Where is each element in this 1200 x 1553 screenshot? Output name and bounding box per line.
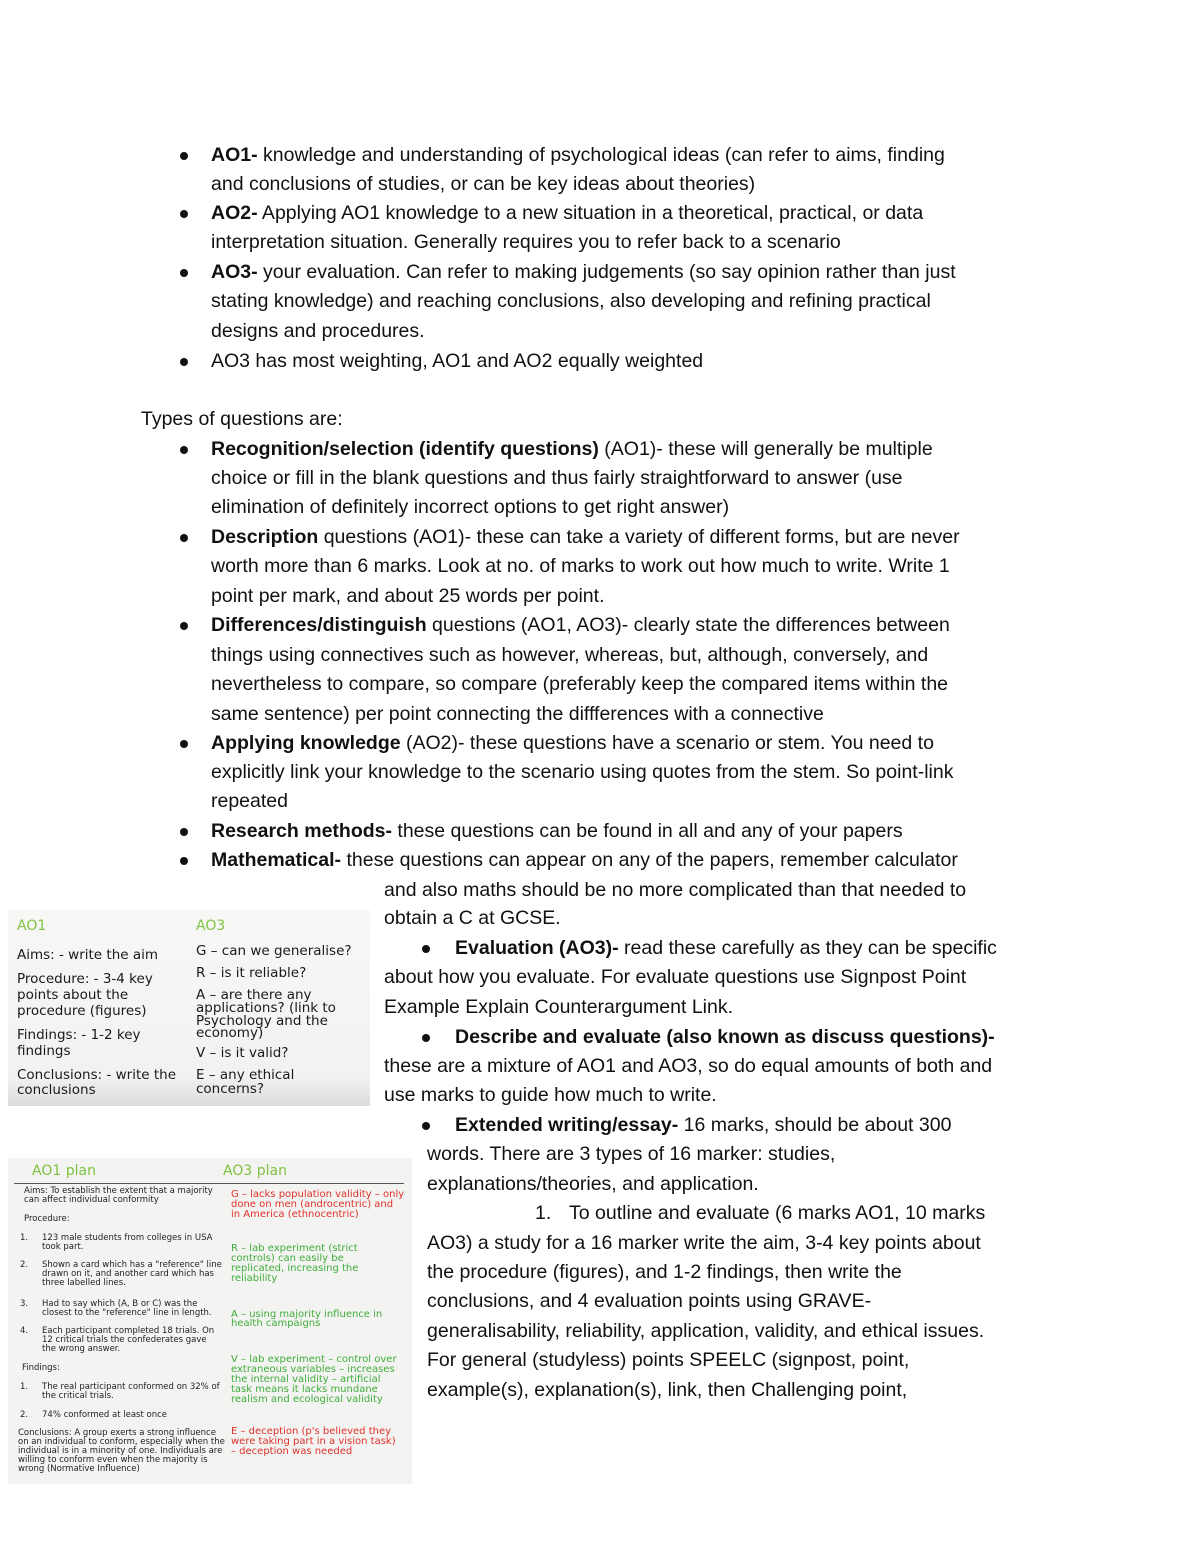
ao1-heading: AO1 [17, 918, 47, 934]
types-heading: Types of questions are: [141, 408, 343, 430]
evaluation-line-1: Evaluation (AO3)- read these carefully as they can be specific [455, 937, 997, 959]
ao1-conclusions-1: Conclusions: - write the [17, 1067, 176, 1083]
bullet-icon [180, 210, 188, 218]
evaluation-line-3: Example Explain Counterargument Link. [384, 996, 734, 1018]
mathematical-line-3: obtain a C at GCSE. [384, 907, 561, 929]
ao3-a-3: Psychology and the [196, 1013, 328, 1029]
bullet-icon [180, 740, 188, 748]
plan-proc-1a: 123 male students from colleges in USA [42, 1233, 213, 1243]
differences-line-1: Differences/distinguish questions (AO1, AO3)- clearly state the differences between [211, 614, 950, 636]
bullet-icon [180, 446, 188, 454]
description-line-1: Description questions (AO1)- these can take a variety of different forms, but are never [211, 526, 960, 548]
extended-line-3: explanations/theories, and application. [427, 1173, 759, 1195]
extended-line-1: Extended writing/essay- 16 marks, should be about 300 [455, 1114, 952, 1136]
description-line-3: point per mark, and about 25 words per point. [211, 585, 605, 607]
ao3-e-2: concerns? [196, 1081, 265, 1097]
ao3-g: G – can we generalise? [196, 943, 352, 959]
ao1-findings-2: findings [17, 1043, 71, 1059]
plan-find-1a: The real participant conformed on 32% of [42, 1382, 220, 1392]
numbered-item-line-5: generalisability, reliability, application, validity, and ethical issues. [427, 1320, 985, 1342]
plan-aims-2: can affect individual conformity [24, 1195, 159, 1205]
ao3-a-1: A – are there any [196, 987, 312, 1003]
recognition-line-2: choice or fill in the blank questions and thus fairly straightforward to answer (use [211, 467, 903, 489]
applying-line-3: repeated [211, 790, 288, 812]
differences-line-4: same sentence) per point connecting the diffferences with a connective [211, 703, 824, 725]
ao3-plan-heading: AO3 plan [223, 1163, 287, 1179]
plan-e-2: were taking part in a vision task) [231, 1436, 396, 1447]
ao1-findings-1: Findings: - 1-2 key [17, 1027, 141, 1043]
weighting-bullet-line: AO3 has most weighting, AO1 and AO2 equally weighted [211, 350, 704, 372]
mathematical-line-2: and also maths should be no more complicated than that needed to [384, 879, 967, 901]
plan-conclusions-2: on an individual to conform, especially when the [18, 1437, 225, 1447]
plan-conclusions-5: wrong (Normative Influence) [18, 1464, 140, 1474]
plan-proc-3b: closest to the "reference" line in length. [42, 1308, 212, 1318]
plan-v-3: the internal validity – artificial [231, 1374, 381, 1385]
ao3-bullet-line-1: AO3- your evaluation. Can refer to making judgements (so say opinion rather than just [211, 261, 956, 283]
ao1-procedure-3: procedure (figures) [17, 1003, 147, 1019]
ao1-bullet-line-1: AO1- knowledge and understanding of psychological ideas (can refer to aims, finding [211, 144, 945, 166]
numbered-item-line-2: AO3) a study for a 16 marker write the aim, 3-4 key points about [427, 1232, 981, 1254]
plan-aims-1: Aims: To establish the extent that a majority [24, 1186, 213, 1196]
ao1-conclusions-2: conclusions [17, 1082, 96, 1098]
plan-g-3: in America (ethnocentric) [231, 1209, 359, 1220]
extended-line-2: words. There are 3 types of 16 marker: studies, [427, 1143, 836, 1165]
numbered-item-line-7: example(s), explanation(s), link, then Challenging point, [427, 1379, 908, 1401]
plan-proc-4c: the wrong answer. [42, 1344, 121, 1354]
ao3-e-1: E – any ethical [196, 1067, 295, 1083]
plan-proc-num-3: 3. [20, 1299, 29, 1309]
plan-findings-label: Findings: [22, 1363, 60, 1373]
ao1-plan-heading: AO1 plan [32, 1163, 96, 1179]
bullet-icon [180, 152, 188, 160]
ao-summary-image [8, 910, 370, 1106]
plan-proc-num-4: 4. [20, 1326, 29, 1336]
ao1-procedure-2: points about the [17, 987, 129, 1003]
research-line: Research methods- these questions can be found in all and any of your papers [211, 820, 903, 842]
plan-conclusions-1: Conclusions: A group exerts a strong influence [18, 1428, 216, 1438]
recognition-line-3: elimination of definitely incorrect options to get right answer) [211, 496, 730, 518]
plan-r-2: controls) can easily be [231, 1253, 344, 1264]
plan-g-2: done on men (androcentric) and [231, 1199, 394, 1210]
asch-plan-image [8, 1158, 412, 1484]
plan-a-1: A – using majority influence in [231, 1309, 383, 1320]
recognition-line-1: Recognition/selection (identify questions) (AO1)- these will generally be multiple [211, 438, 933, 460]
numbered-item-line-3: the procedure (figures), and 1-2 findings, then write the [427, 1261, 902, 1283]
ao1-aims: Aims: - write the aim [17, 947, 159, 963]
bullet-icon [180, 828, 188, 836]
plan-conclusions-4: willing to conform even when the majority is [18, 1455, 208, 1465]
plan-a-2: health campaigns [231, 1318, 321, 1329]
plan-r-3: replicated, increasing the [231, 1263, 359, 1274]
plan-proc-1b: took part. [42, 1242, 84, 1252]
description-line-2: worth more than 6 marks. Look at no. of marks to work out how much to write. Write 1 [211, 555, 950, 577]
plan-procedure-label: Procedure: [24, 1214, 70, 1224]
ao3-a-2: applications? (link to [196, 1000, 336, 1016]
plan-e-3: – deception was needed [231, 1446, 353, 1457]
plan-proc-4b: 12 critical trials the confederates gave [42, 1335, 207, 1345]
bullet-icon [180, 857, 188, 865]
plan-proc-3a: Had to say which (A, B or C) was the [42, 1299, 198, 1309]
ao1-bullet-line-2: and conclusions of studies, or can be key ideas about theories) [211, 173, 756, 195]
mathematical-line-1: Mathematical- these questions can appear on any of the papers, remember calculator [211, 849, 958, 871]
discuss-line-3: use marks to guide how much to write. [384, 1084, 717, 1106]
plan-r-4: reliability [231, 1273, 278, 1284]
differences-line-2: things using connectives such as however, whereas, but, although, conversely, and [211, 644, 929, 666]
bullet-icon [180, 269, 188, 277]
plan-find-num-1: 1. [20, 1382, 29, 1392]
numbered-item-line-4: conclusions, and 4 evaluation points using GRAVE- [427, 1290, 872, 1312]
plan-v-2: extraneous variables – increases [231, 1364, 395, 1375]
applying-line-2: explicitly link your knowledge to the scenario using quotes from the stem. So point-link [211, 761, 954, 783]
plan-proc-2b: drawn on it, and another card which has [42, 1269, 214, 1279]
bullet-icon [422, 1122, 430, 1130]
ao3-bullet-line-2: stating knowledge) and reaching conclusions, also developing and refining practical [211, 290, 931, 312]
plan-e-1: E – deception (p's believed they [231, 1426, 392, 1437]
evaluation-line-2: about how you evaluate. For evaluate questions use Signpost Point [384, 966, 967, 988]
discuss-line-1: Describe and evaluate (also known as discuss questions)- [455, 1026, 995, 1048]
applying-line-1: Applying knowledge (AO2)- these questions have a scenario or stem. You need to [211, 732, 934, 754]
bullet-icon [180, 622, 188, 630]
plan-proc-num-2: 2. [20, 1260, 29, 1270]
plan-proc-num-1: 1. [20, 1233, 29, 1243]
plan-proc-2c: three labelled lines. [42, 1278, 126, 1288]
plan-conclusions-3: individual is in a minority of one. Individuals are [18, 1446, 223, 1456]
bullet-icon [422, 1034, 430, 1042]
plan-g-1: G – lacks population validity – only [231, 1189, 405, 1200]
differences-line-3: nevertheless to compare, so compare (preferably keep the compared items within the [211, 673, 949, 695]
plan-r-1: R – lab experiment (strict [231, 1243, 358, 1254]
bullet-icon [180, 534, 188, 542]
ao3-r: R – is it reliable? [196, 965, 307, 981]
ao3-heading: AO3 [196, 918, 226, 934]
numbered-item-line-1: To outline and evaluate (6 marks AO1, 10 marks [569, 1202, 986, 1224]
plan-find-1b: the critical trials. [42, 1391, 114, 1401]
plan-find-2a: 74% conformed at least once [42, 1410, 167, 1420]
ao3-a-4: economy) [196, 1025, 264, 1041]
plan-v-1: V – lab experiment – control over [231, 1354, 397, 1365]
ao3-bullet-line-3: designs and procedures. [211, 320, 425, 342]
discuss-line-2: these are a mixture of AO1 and AO3, so do equal amounts of both and [384, 1055, 993, 1077]
plan-find-num-2: 2. [20, 1410, 29, 1420]
plan-v-5: realism and ecological validity [231, 1394, 383, 1405]
plan-divider [14, 1183, 404, 1184]
plan-proc-2a: Shown a card which has a "reference" line [42, 1260, 222, 1270]
ao3-v: V – is it valid? [196, 1045, 289, 1061]
ao2-bullet-line-1: AO2- Applying AO1 knowledge to a new situation in a theoretical, practical, or data [211, 202, 924, 224]
plan-proc-4a: Each participant completed 18 trials. On [42, 1326, 215, 1336]
plan-v-4: task means it lacks mundane [231, 1384, 378, 1395]
ao1-procedure-1: Procedure: - 3-4 key [17, 971, 153, 987]
ao2-bullet-line-2: interpretation situation. Generally requires you to refer back to a scenario [211, 231, 841, 253]
numbered-item-marker: 1. [535, 1202, 552, 1224]
bullet-icon [422, 945, 430, 953]
numbered-item-line-6: For general (studyless) points SPEELC (signpost, point, [427, 1349, 910, 1371]
bullet-icon [180, 358, 188, 366]
